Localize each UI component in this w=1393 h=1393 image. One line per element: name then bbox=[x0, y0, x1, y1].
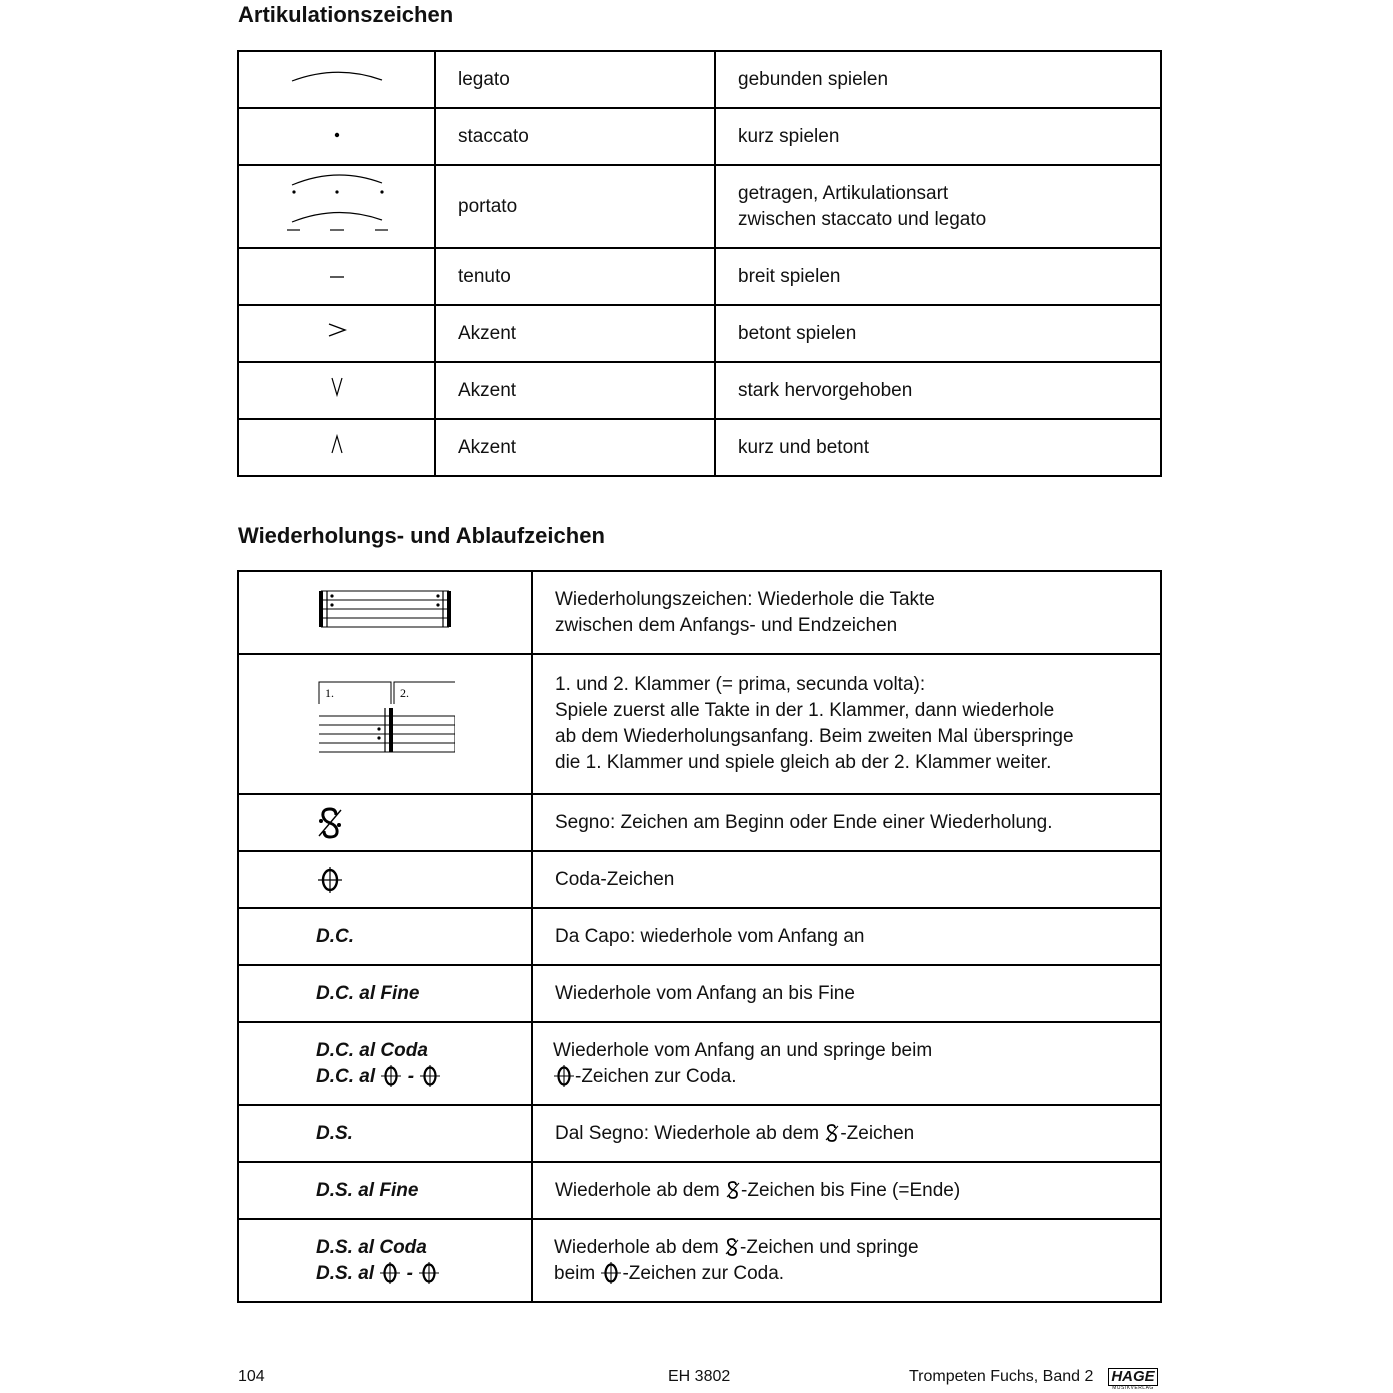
articulation-table bbox=[237, 50, 1162, 477]
slur-icon bbox=[287, 66, 387, 86]
label-cell: D.S. al Fine bbox=[238, 1162, 532, 1219]
volta-1-label: 1. bbox=[325, 686, 334, 700]
marcato-up-icon bbox=[327, 433, 347, 455]
publisher-logo: HAGE MUSIKVERLAG bbox=[1108, 1368, 1158, 1388]
symbol-cell bbox=[238, 654, 532, 794]
marcato-down-icon bbox=[327, 376, 347, 398]
segno-icon bbox=[725, 1180, 741, 1200]
desc-cell: Wiederhole ab dem -Zeichen bis Fine (=Ende) bbox=[532, 1162, 1161, 1219]
term-cell: Akzent bbox=[435, 362, 715, 419]
symbol-cell bbox=[238, 51, 435, 108]
page-number: 104 bbox=[238, 1368, 265, 1385]
coda-icon bbox=[418, 1261, 440, 1285]
repeat-sign-icon bbox=[315, 587, 455, 631]
table-row bbox=[238, 1105, 1161, 1162]
coda-icon bbox=[553, 1064, 575, 1088]
term-cell: staccato bbox=[435, 108, 715, 165]
desc-cell: Wiederhole ab dem -Zeichen und springe beim -Zeichen zur Coda. bbox=[532, 1219, 1161, 1302]
table-row bbox=[238, 1022, 1161, 1105]
table-row bbox=[238, 1162, 1161, 1219]
term-cell: legato bbox=[435, 51, 715, 108]
table-row bbox=[238, 108, 1161, 165]
term-cell: portato bbox=[435, 165, 715, 248]
symbol-cell bbox=[238, 419, 435, 476]
segno-icon bbox=[724, 1237, 740, 1257]
table-row bbox=[238, 851, 1161, 908]
desc-cell: Wiederhole vom Anfang an und springe beim -Zeichen zur Coda. bbox=[532, 1022, 1161, 1105]
repeats-table bbox=[237, 570, 1162, 1303]
symbol-cell bbox=[238, 165, 435, 248]
coda-icon bbox=[380, 1064, 402, 1088]
coda-icon bbox=[316, 865, 344, 895]
book-title: Trompeten Fuchs, Band 2 bbox=[909, 1368, 1094, 1385]
table-row bbox=[238, 51, 1161, 108]
coda-icon bbox=[600, 1261, 622, 1285]
table-row bbox=[238, 419, 1161, 476]
symbol-cell bbox=[238, 108, 435, 165]
table-row bbox=[238, 362, 1161, 419]
label-cell: D.C. al Fine bbox=[238, 965, 532, 1022]
portato-icon bbox=[282, 170, 392, 236]
desc-cell: 1. und 2. Klammer (= prima, secunda volta): Spiele zuerst alle Takte in der 1. Klammer, dann wiederhole ab dem Wiederholungsanfang. Beim zweiten Mal überspringe die 1. Klammer und spiele gleich ab der 2. Klammer weiter. bbox=[532, 654, 1161, 794]
section-heading-repeats: Wiederholungs- und Ablaufzeichen bbox=[238, 523, 605, 548]
term-cell: tenuto bbox=[435, 248, 715, 305]
desc-cell: betont spielen bbox=[715, 305, 1161, 362]
symbol-cell bbox=[238, 362, 435, 419]
label-cell: D.C. bbox=[238, 908, 532, 965]
desc-cell: Dal Segno: Wiederhole ab dem -Zeichen bbox=[532, 1105, 1161, 1162]
coda-icon bbox=[379, 1261, 401, 1285]
desc-cell: getragen, Artikulationsart zwischen staccato und legato bbox=[715, 165, 1161, 248]
volta-2-label: 2. bbox=[400, 686, 409, 700]
desc-cell: Coda-Zeichen bbox=[532, 851, 1161, 908]
desc-cell: Da Capo: wiederhole vom Anfang an bbox=[532, 908, 1161, 965]
term-cell: Akzent bbox=[435, 305, 715, 362]
desc-cell: Wiederhole vom Anfang an bis Fine bbox=[532, 965, 1161, 1022]
symbol-cell bbox=[238, 794, 532, 851]
desc-cell: stark hervorgehoben bbox=[715, 362, 1161, 419]
desc-cell: Segno: Zeichen am Beginn oder Ende einer Wiederholung. bbox=[532, 794, 1161, 851]
symbol-cell bbox=[238, 305, 435, 362]
label-cell: D.C. al Coda D.C. al - bbox=[238, 1022, 532, 1105]
coda-icon bbox=[419, 1064, 441, 1088]
label-cell: D.S. bbox=[238, 1105, 532, 1162]
table-row bbox=[238, 965, 1161, 1022]
segno-icon bbox=[316, 806, 344, 840]
table-row bbox=[238, 794, 1161, 851]
term-cell: Akzent bbox=[435, 419, 715, 476]
staccato-dot-icon bbox=[327, 123, 347, 143]
table-row bbox=[238, 248, 1161, 305]
table-row bbox=[238, 1219, 1161, 1302]
edition-code: EH 3802 bbox=[668, 1368, 731, 1385]
volta-brackets-icon bbox=[315, 678, 455, 762]
desc-cell: Wiederholungszeichen: Wiederhole die Takte zwischen dem Anfangs- und Endzeichen bbox=[532, 571, 1161, 654]
table-row bbox=[238, 571, 1161, 654]
desc-cell: breit spielen bbox=[715, 248, 1161, 305]
table-row bbox=[238, 165, 1161, 248]
symbol-cell bbox=[238, 571, 532, 654]
desc-cell: kurz spielen bbox=[715, 108, 1161, 165]
table-row bbox=[238, 908, 1161, 965]
tenuto-line-icon bbox=[325, 263, 349, 283]
desc-cell: gebunden spielen bbox=[715, 51, 1161, 108]
label-cell: D.S. al Coda D.S. al - bbox=[238, 1219, 532, 1302]
symbol-cell bbox=[238, 851, 532, 908]
accent-icon bbox=[325, 320, 349, 340]
table-row bbox=[238, 305, 1161, 362]
desc-cell: kurz und betont bbox=[715, 419, 1161, 476]
table-row bbox=[238, 654, 1161, 794]
symbol-cell bbox=[238, 248, 435, 305]
section-heading-articulation: Artikulationszeichen bbox=[238, 2, 454, 27]
segno-icon bbox=[824, 1123, 840, 1143]
